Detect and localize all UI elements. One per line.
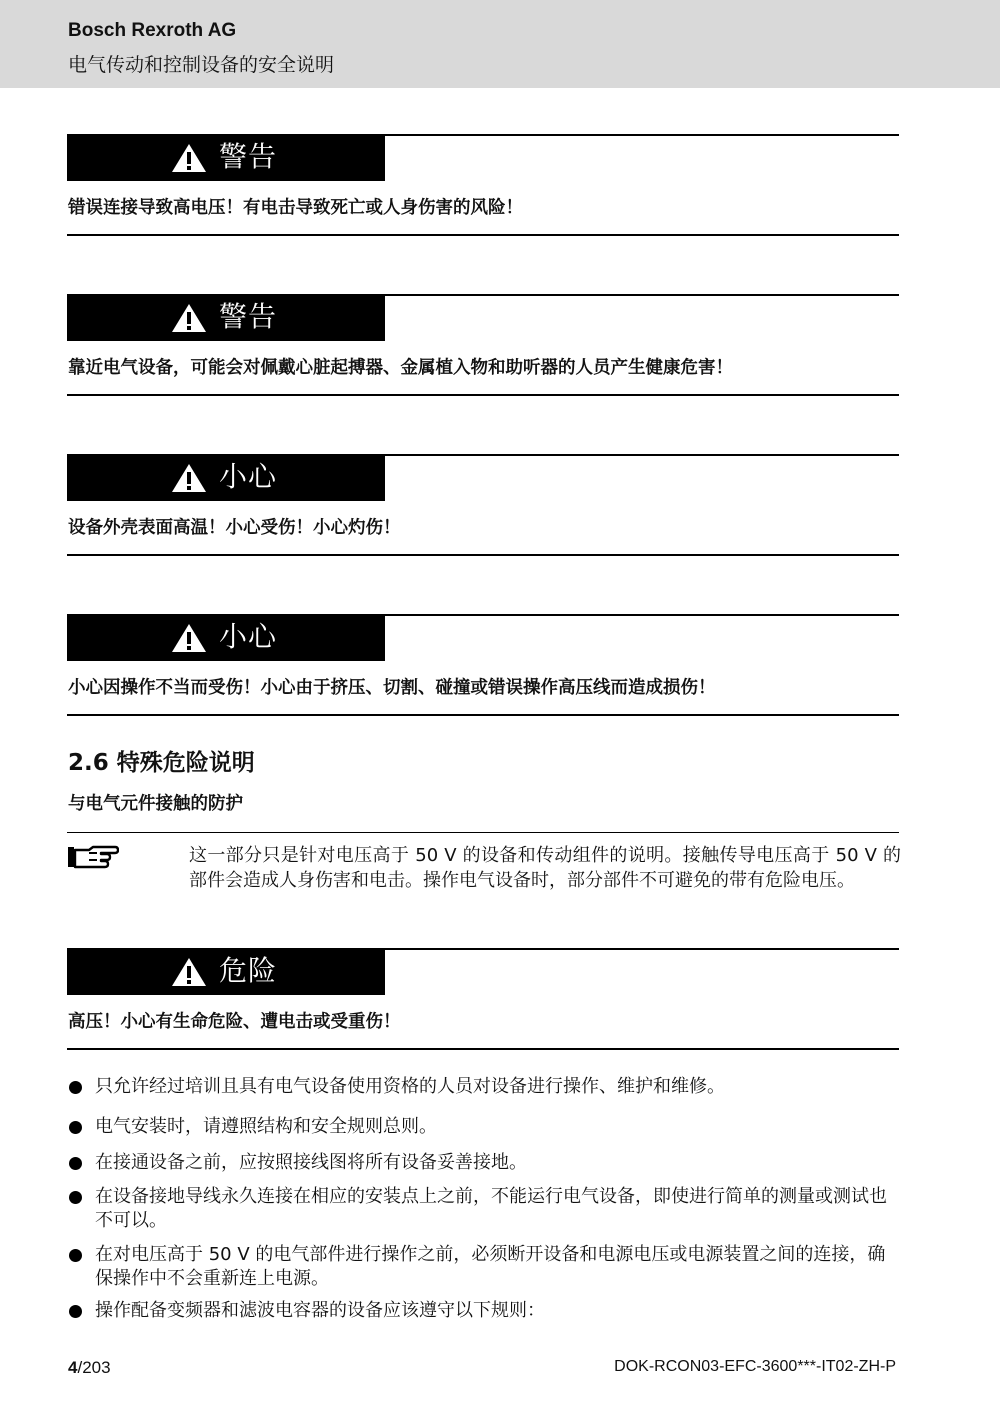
list-item-text: 在设备接地导线永久连接在相应的安装点上之前，不能运行电气设备，即使进行简单的测量或测试也不可以。 (95, 1186, 887, 1231)
sign-label-box (67, 294, 385, 341)
sign-label-box (67, 948, 385, 995)
document-number: DOK-RCON03-EFC-3600***-IT02-ZH-P (614, 1358, 896, 1375)
sign-message: 靠近电气设备，可能会对佩戴心脏起搏器、金属植入物和助听器的人员产生健康危害！ (68, 358, 733, 378)
divider (67, 832, 899, 833)
sign-label-text: 小心 (219, 460, 278, 493)
sign-label-text: 危险 (219, 954, 278, 987)
warning-triangle-icon (171, 143, 207, 173)
list-item-text: 操作配备变频器和滤波电容器的设备应该遵守以下规则： (95, 1300, 545, 1321)
divider (67, 234, 899, 236)
section-subheading: 与电气元件接触的防护 (68, 794, 243, 814)
warning-triangle-icon (171, 623, 207, 653)
note-text: 这一部分只是针对电压高于 50 V 的设备和传动组件的说明。接触传导电压高于 50 V 的部件会造成人身伤害和电击。操作电气设备时，部分部件不可避免的带有危险电压。 (189, 845, 901, 891)
sign-message: 错误连接导致高电压！有电击导致死亡或人身伤害的风险！ (68, 198, 523, 218)
company-name: Bosch Rexroth AG (68, 20, 237, 41)
bullet-icon (69, 1157, 82, 1170)
bullet-icon (69, 1191, 82, 1204)
warning-triangle-icon (171, 303, 207, 333)
pointing-hand-icon (67, 844, 119, 870)
divider (385, 134, 899, 136)
section-heading: 2.6 特殊危险说明 (68, 750, 255, 776)
sign-label-box (67, 454, 385, 501)
sign-message: 设备外壳表面高温！小心受伤！小心灼伤！ (68, 518, 401, 538)
list-item-text: 电气安装时，请遵照结构和安全规则总则。 (95, 1116, 437, 1137)
warning-triangle-icon (171, 463, 207, 493)
divider (67, 714, 899, 716)
page-total: /203 (77, 1358, 111, 1377)
document-title: 电气传动和控制设备的安全说明 (68, 54, 335, 76)
bullet-icon (69, 1249, 82, 1262)
divider (67, 1048, 899, 1050)
sign-label-box (67, 134, 385, 181)
bullet-icon (69, 1121, 82, 1134)
list-item-text: 在接通设备之前，应按照接线图将所有设备妥善接地。 (95, 1152, 527, 1173)
divider (67, 394, 899, 396)
list-item-text: 在对电压高于 50 V 的电气部件进行操作之前，必须断开设备和电源电压或电源装置之间的连接，确保操作中不会重新连上电源。 (95, 1244, 886, 1289)
sign-label-text: 小心 (219, 620, 278, 653)
warning-triangle-icon (171, 957, 207, 987)
sign-label-text: 警告 (219, 140, 278, 173)
divider (385, 614, 899, 616)
sign-message: 高压！小心有生命危险、遭电击或受重伤！ (68, 1012, 401, 1032)
divider (385, 454, 899, 456)
divider (67, 554, 899, 556)
sign-message: 小心因操作不当而受伤！小心由于挤压、切割、碰撞或错误操作高压线而造成损伤！ (68, 678, 716, 698)
list-item-text: 只允许经过培训且具有电气设备使用资格的人员对设备进行操作、维护和维修。 (95, 1076, 725, 1097)
sign-label-box (67, 614, 385, 661)
bullet-icon (69, 1081, 82, 1094)
divider (385, 294, 899, 296)
page-current: 4 (68, 1358, 78, 1377)
page-header (0, 0, 1000, 88)
page-number (68, 1358, 111, 1378)
bullet-icon (69, 1305, 82, 1318)
sign-label-text: 警告 (219, 300, 278, 333)
divider (385, 948, 899, 950)
